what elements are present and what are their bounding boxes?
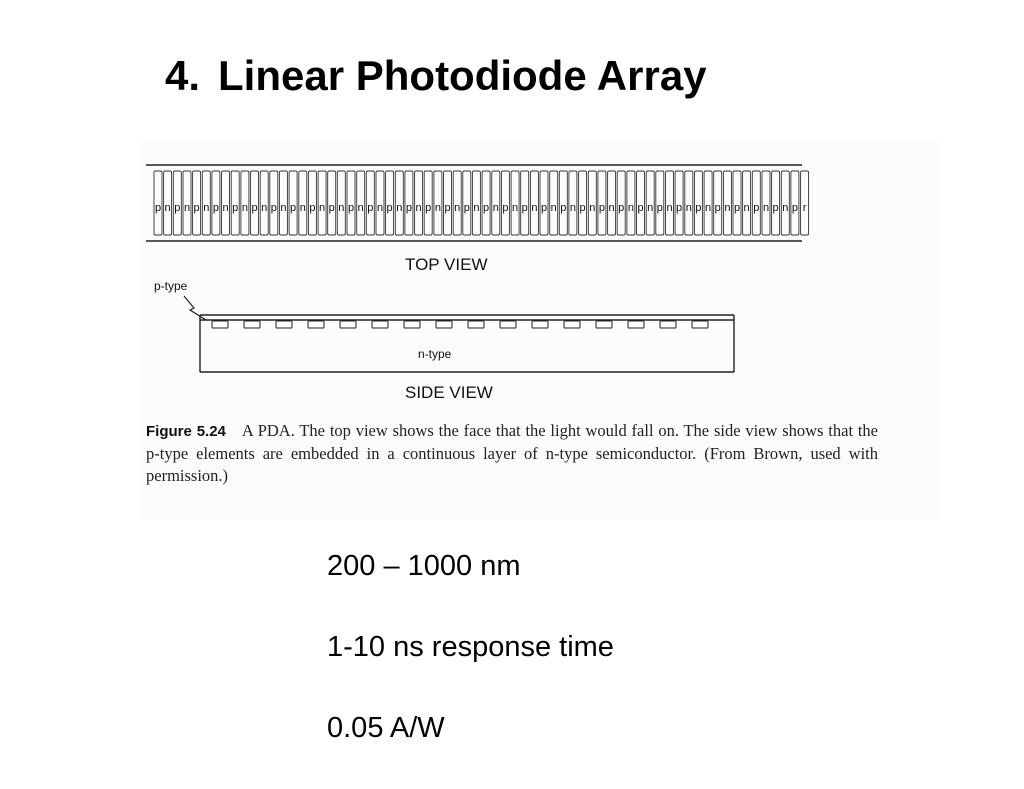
top-view-element-label: p bbox=[733, 202, 741, 214]
side-view-p-element bbox=[276, 321, 292, 328]
top-view-element-label: n bbox=[183, 202, 191, 214]
top-view-element-label: p bbox=[463, 202, 470, 214]
top-view-element-label: p bbox=[290, 202, 297, 214]
pda-figure bbox=[140, 140, 940, 520]
top-view-label: TOP VIEW bbox=[405, 255, 488, 274]
caption-label: Figure 5.24 bbox=[146, 423, 226, 440]
title-text: Linear Photodiode Array bbox=[218, 52, 707, 99]
top-view-element-label: p bbox=[502, 202, 509, 214]
top-view-element-label: n bbox=[376, 202, 384, 214]
p-type-label: p-type bbox=[154, 279, 188, 293]
top-view-element-label: n bbox=[357, 202, 364, 214]
side-view-p-element bbox=[436, 321, 452, 328]
top-view-element-label: n bbox=[261, 202, 268, 214]
side-view-p-element bbox=[372, 321, 388, 328]
top-view-element-label: n bbox=[415, 202, 422, 214]
top-view-element-label: n bbox=[338, 202, 345, 214]
top-view-element-label: p bbox=[328, 202, 335, 214]
top-view-element-label: n bbox=[434, 202, 441, 214]
top-view-element-label: n bbox=[299, 202, 306, 214]
top-view-element-label: p bbox=[637, 202, 644, 214]
top-view-element-label: p bbox=[714, 202, 721, 214]
top-view-element-label: n bbox=[589, 202, 596, 214]
top-view-element-label: p bbox=[483, 202, 490, 214]
spec-responsivity: 0.05 A/W bbox=[327, 712, 445, 744]
top-view-element-label: p bbox=[444, 202, 451, 214]
side-view-p-elements bbox=[212, 321, 708, 328]
top-view-element-label: n bbox=[203, 202, 210, 214]
top-view-element-label: p bbox=[367, 202, 374, 214]
top-view-element-label: p bbox=[174, 202, 181, 214]
side-view-p-element bbox=[500, 321, 516, 328]
top-view-element-label: n bbox=[627, 202, 634, 214]
side-view-p-element bbox=[308, 321, 324, 328]
top-view-element-label: p bbox=[270, 202, 277, 214]
top-view-element-label: n bbox=[666, 202, 673, 214]
top-view-element-label: p bbox=[405, 202, 412, 214]
top-view-element-label: n bbox=[222, 202, 229, 214]
top-view-element-label: p bbox=[656, 202, 663, 214]
top-view-element-label: p bbox=[212, 202, 219, 214]
top-view-element-label: p bbox=[676, 202, 683, 214]
top-view-element-label: n bbox=[473, 202, 480, 214]
top-view-element-label: n bbox=[724, 202, 731, 214]
top-view-element-label: n bbox=[531, 202, 538, 214]
top-view-element-label: p bbox=[347, 202, 355, 214]
side-view-p-element bbox=[532, 321, 548, 328]
top-view-strip bbox=[146, 165, 809, 241]
top-view-element-label: p bbox=[560, 202, 567, 214]
top-view-element-label: n bbox=[241, 202, 248, 214]
p-type-pointer bbox=[184, 296, 206, 320]
side-view-p-element bbox=[468, 321, 484, 328]
pda-diagram bbox=[140, 140, 940, 420]
side-view-p-element bbox=[660, 321, 676, 328]
top-view-element-label: n bbox=[647, 202, 654, 214]
side-view-diagram bbox=[154, 279, 734, 372]
top-view-element-label: n bbox=[454, 202, 461, 214]
top-view-element-label: n bbox=[685, 202, 692, 214]
top-view-element-label: p bbox=[251, 202, 258, 214]
side-view-label: SIDE VIEW bbox=[405, 383, 493, 402]
side-view-p-element bbox=[244, 321, 260, 328]
side-view-p-element bbox=[212, 321, 228, 328]
top-view-element-label: p bbox=[193, 202, 200, 214]
top-view-element-label: p bbox=[309, 202, 316, 214]
slide-title bbox=[165, 52, 707, 100]
side-view-p-element bbox=[564, 321, 580, 328]
top-view-element-label: p bbox=[753, 202, 760, 214]
top-view-element-label: p bbox=[618, 202, 625, 214]
top-view-element-label: p bbox=[521, 202, 528, 214]
n-type-label: n-type bbox=[418, 347, 452, 361]
top-view-element-label: r bbox=[802, 202, 807, 214]
top-view-element-label: n bbox=[319, 202, 326, 214]
top-view-element-label: n bbox=[762, 202, 770, 214]
top-view-element-label: n bbox=[705, 202, 712, 214]
spec-response-time: 1-10 ns response time bbox=[327, 631, 614, 663]
top-view-element-label: n bbox=[164, 202, 171, 214]
side-view-p-element bbox=[340, 321, 356, 328]
side-view-p-element bbox=[596, 321, 612, 328]
top-view-element-label: p bbox=[154, 202, 162, 214]
spec-list bbox=[327, 546, 614, 789]
top-view-element-label: p bbox=[772, 202, 779, 214]
top-view-element-label: p bbox=[425, 202, 432, 214]
spec-wavelength-range: 200 – 1000 nm bbox=[327, 550, 521, 582]
side-view-p-element bbox=[404, 321, 420, 328]
top-view-element-label: p bbox=[695, 202, 702, 214]
side-view-p-element bbox=[692, 321, 708, 328]
figure-caption bbox=[146, 420, 878, 487]
top-view-element-label: n bbox=[512, 202, 519, 214]
top-view-element-label: n bbox=[550, 202, 557, 214]
top-view-element-label: n bbox=[569, 202, 576, 214]
top-view-element-label: n bbox=[608, 202, 615, 214]
top-view-element-label: p bbox=[232, 202, 239, 214]
top-view-element-label: p bbox=[579, 202, 586, 214]
top-view-element-label: p bbox=[598, 202, 605, 214]
side-view-p-element bbox=[628, 321, 644, 328]
title-number: 4. bbox=[165, 52, 201, 99]
top-view-element-label: n bbox=[743, 202, 750, 214]
top-view-element-label: n bbox=[492, 202, 499, 214]
top-view-element-label: n bbox=[396, 202, 403, 214]
top-view-element-label: n bbox=[280, 202, 287, 214]
top-view-elements bbox=[154, 171, 809, 235]
top-view-element-label: n bbox=[782, 202, 789, 214]
top-view-element-label: p bbox=[540, 202, 548, 214]
top-view-element-label: p bbox=[386, 202, 393, 214]
top-view-element-label: p bbox=[791, 202, 798, 214]
caption-text: A PDA. The top view shows the face that the light would fall on. The side view shows that the p-type elements are embedded in a continuous layer of n-type semiconductor. (From Brown, used with permission.) bbox=[146, 421, 878, 485]
